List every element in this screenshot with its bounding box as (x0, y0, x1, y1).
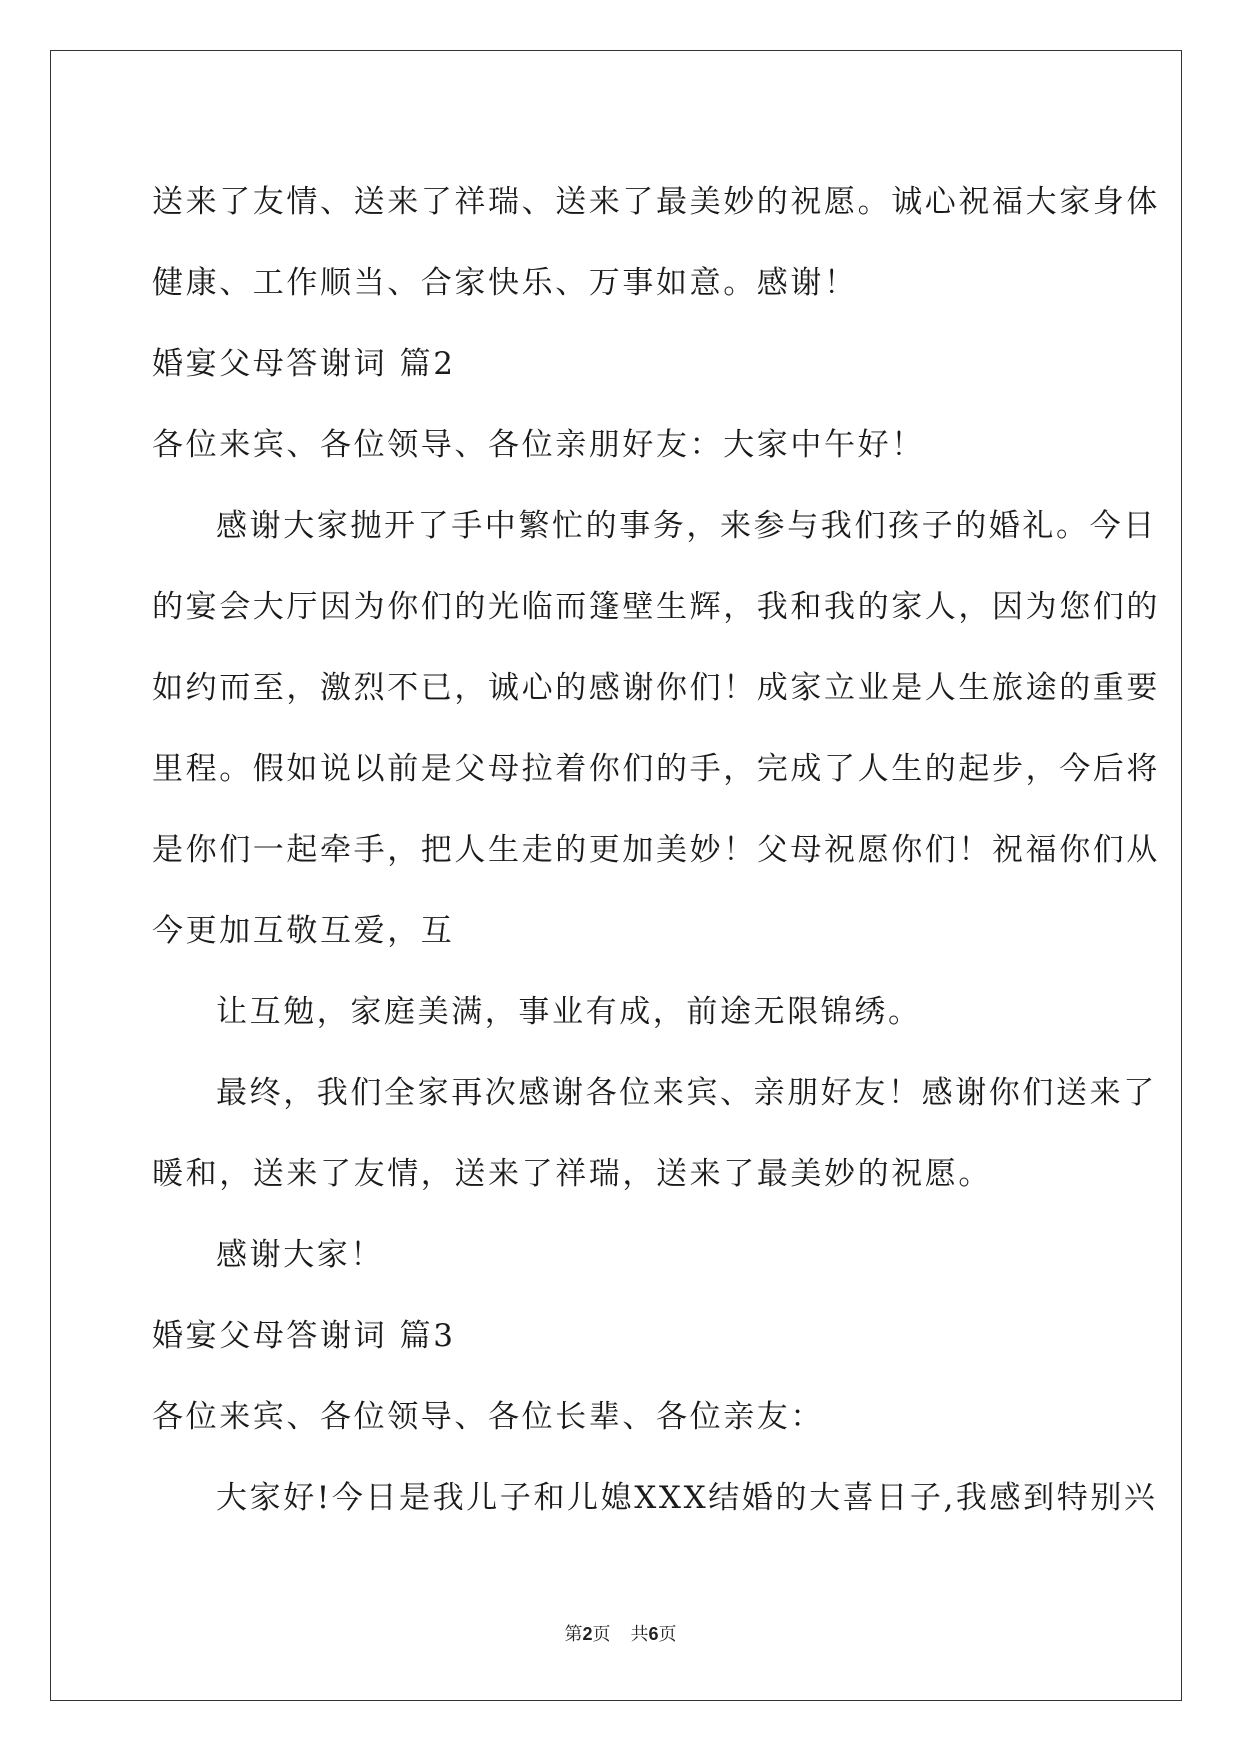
paragraph-line: 是你们一起牵手，把人生走的更加美妙！父母祝愿你们！祝福你们从 (152, 832, 1160, 868)
footer-total-suffix: 页 (658, 1624, 677, 1645)
paragraph-line: 的宴会大厅因为你们的光临而篷壁生辉，我和我的家人，因为您们的 (152, 589, 1160, 625)
section-heading: 婚宴父母答谢词 篇3 (152, 1318, 456, 1354)
paragraph-line: 健康、工作顺当、合家快乐、万事如意。感谢！ (152, 265, 858, 301)
footer-page-total: 6 (648, 1624, 659, 1644)
paragraph-line: 让互勉，家庭美满，事业有成，前途无限锦绣。 (216, 994, 922, 1030)
paragraph-line: 大家好!今日是我儿子和儿媳XXX结婚的大喜日子,我感到特别兴 (216, 1480, 1158, 1516)
salutation-line: 各位来宾、各位领导、各位亲朋好友：大家中午好！ (152, 427, 925, 463)
paragraph-line: 最终，我们全家再次感谢各位来宾、亲朋好友！感谢你们送来了 (216, 1075, 1157, 1111)
footer-page-current: 2 (582, 1624, 593, 1644)
footer-page-mid: 页 (592, 1624, 611, 1645)
paragraph-line: 里程。假如说以前是父母拉着你们的手，完成了人生的起步，今后将 (152, 751, 1160, 787)
paragraph-line: 感谢大家！ (216, 1237, 384, 1273)
footer-page-prefix: 第 (564, 1624, 583, 1645)
paragraph-line: 今更加互敬互爱，互 (152, 913, 455, 949)
paragraph-line: 暖和，送来了友情，送来了祥瑞，送来了最美妙的祝愿。 (152, 1156, 992, 1192)
page-footer (0, 1620, 1241, 1646)
salutation-line: 各位来宾、各位领导、各位长辈、各位亲友： (152, 1399, 824, 1435)
section-heading: 婚宴父母答谢词 篇2 (152, 346, 456, 382)
paragraph-line: 送来了友情、送来了祥瑞、送来了最美妙的祝愿。诚心祝福大家身体 (152, 184, 1160, 220)
paragraph-line: 感谢大家抛开了手中繁忙的事务，来参与我们孩子的婚礼。今日 (216, 508, 1157, 544)
document-body (152, 162, 1160, 1539)
footer-total-prefix: 共 (630, 1624, 649, 1645)
paragraph-line: 如约而至，激烈不已，诚心的感谢你们！成家立业是人生旅途的重要 (152, 670, 1160, 706)
